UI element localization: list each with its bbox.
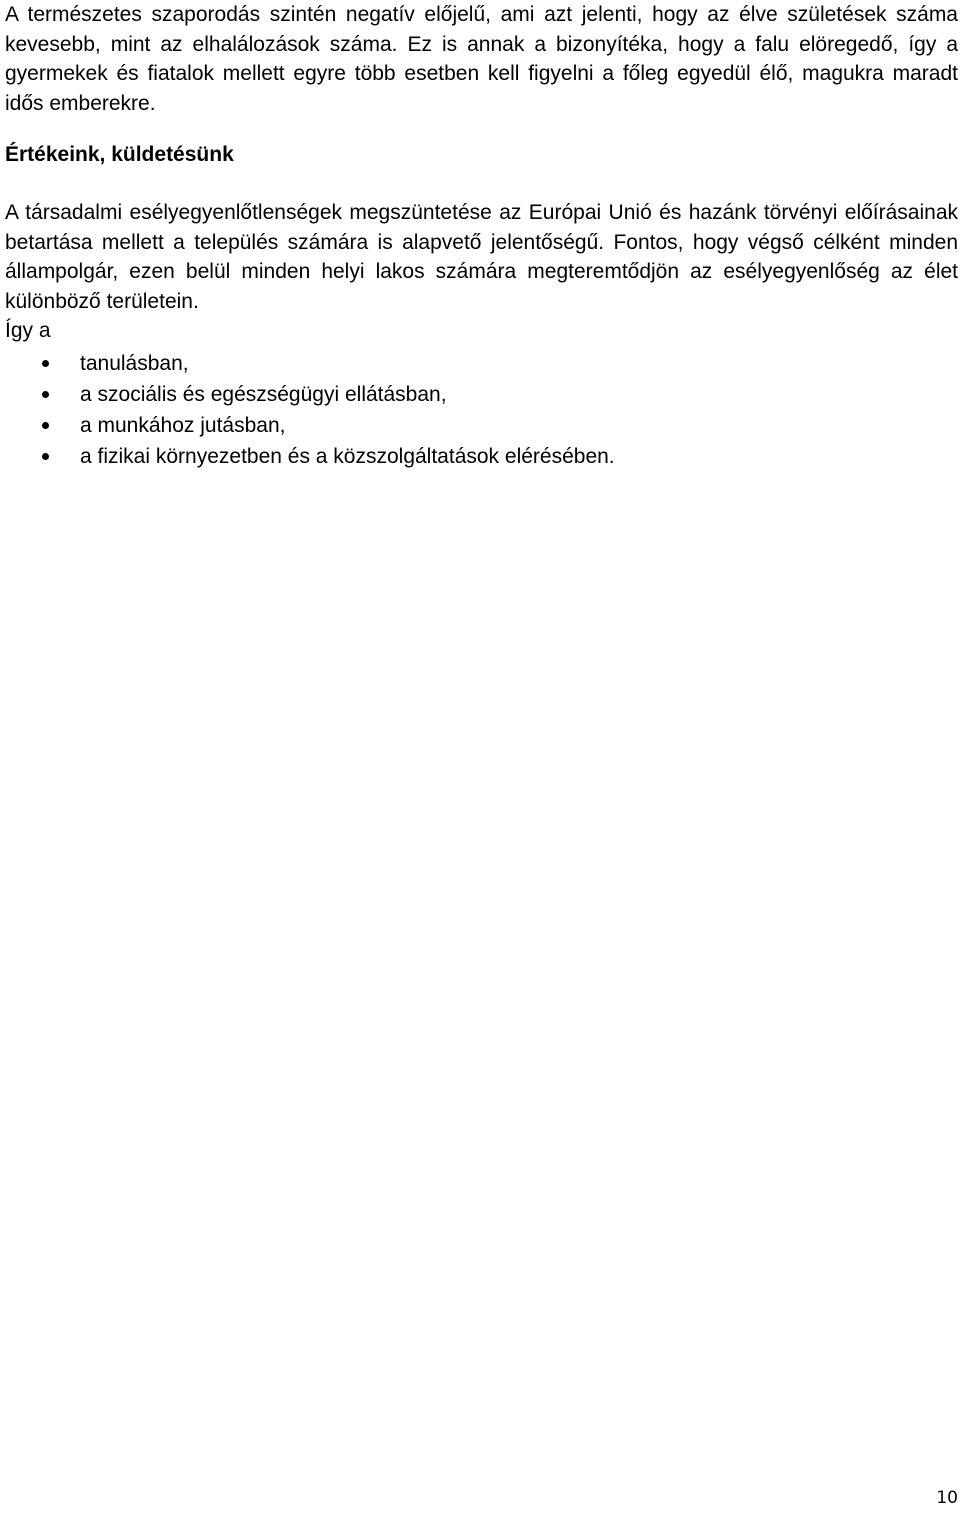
list-item [5,441,615,472]
list-item [5,348,615,379]
values-section [5,198,958,346]
list-item-text: a munkához jutásban, [80,414,286,437]
list-item-text: a szociális és egészségügyi ellátásban, [80,383,447,406]
bullet-icon [42,453,49,460]
intro-paragraph: A természetes szaporodás szintén negatív előjelű, ami azt jelenti, hogy az élve születések száma kevesebb, mint az elhalálozások száma. Ez is annak a bizonyítéka, hogy a falu elöregedő, így a gyermekek és fiatalok mellett egyre több esetben kell figyelni a főleg egyedül élő, magukra maradt idős emberekre. [5,3,958,115]
list-item-text: tanulásban, [80,352,189,375]
bullet-icon [42,360,49,367]
list-item [5,410,615,441]
list-item-text: a fizikai környezetben és a közszolgáltatások elérésében. [80,445,615,468]
page-number: 10 [936,1488,958,1508]
section-heading: Értékeink, küldetésünk [5,143,234,166]
bullet-icon [42,391,49,398]
list-item [5,379,615,410]
document-page [5,0,958,468]
bullet-list [5,348,615,472]
list-intro: Így a [5,319,51,343]
bullet-icon [42,422,49,429]
values-paragraph: A társadalmi esélyegyenlőtlenségek megszüntetése az Európai Unió és hazánk törvényi előírásainak betartása mellett a település számára is alapvető jelentőségű. Fontos, hogy végső célként minden állampolgár, ezen belül minden helyi lakos számára megteremtődjön az esélyegyenlőség az élet különböző területein. [5,201,958,313]
